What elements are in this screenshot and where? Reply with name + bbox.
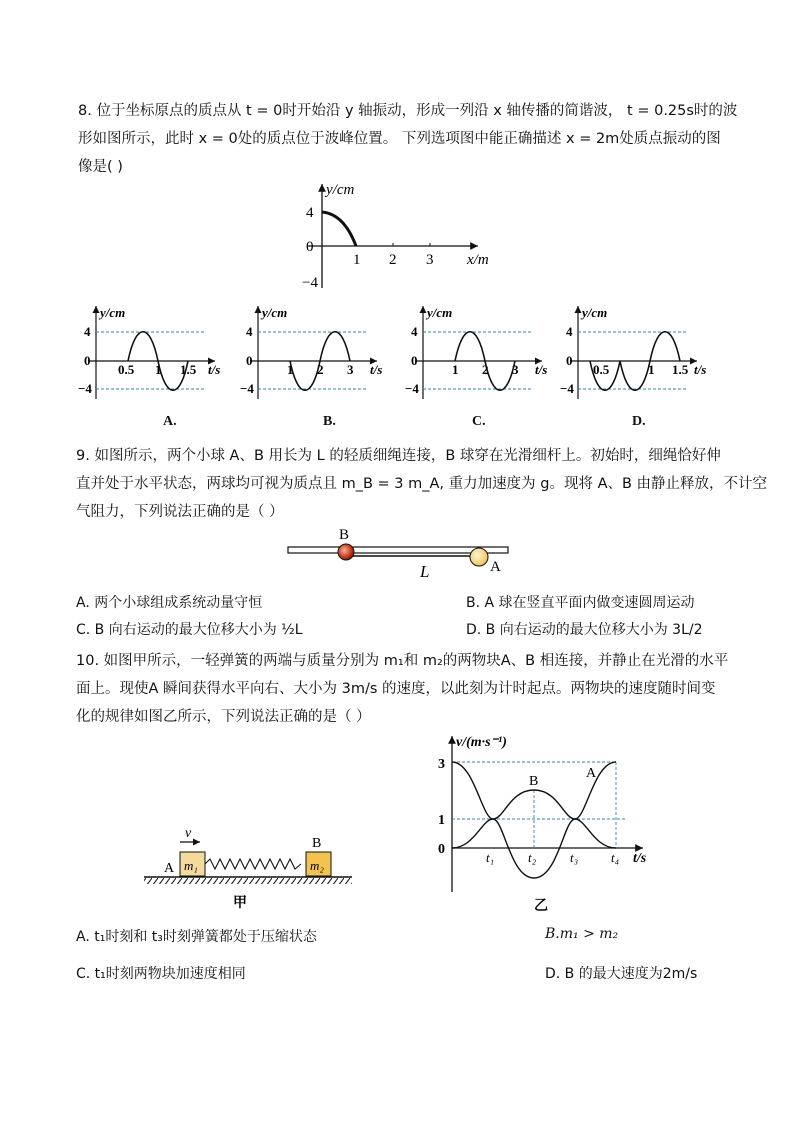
q10-velocity-label: v [185, 826, 192, 841]
q10-label-m2: m₂ [310, 858, 324, 873]
q8-line-2: 形如图所示，此时 x = 0处的质点位于波峰位置。 下列选项图中能正确描述 x = 2m处质点振动的图 [78, 131, 721, 147]
svg-text:3: 3 [438, 757, 445, 772]
q9-line-2: 直并处于水平状态，两球均可视为质点且 m_B = 3 m_A, 重力加速度为 g。现将 A、B 由静止释放，不计空 [76, 476, 768, 492]
q8-option-c-label[interactable]: C. [472, 414, 486, 429]
q9-line-1: 9. 如图所示，两个小球 A、B 用长为 L 的轻质细绳连接，B 球穿在光滑细杆上。初始时，细绳恰好伸 [76, 448, 721, 464]
q10-line-1: 10. 如图甲所示，一轻弹簧的两端与质量分别为 m₁和 m₂的两物块A、B 相连接，并静止在光滑的水平 [76, 653, 729, 669]
svg-text:2: 2 [482, 362, 489, 377]
svg-text:0: 0 [566, 353, 573, 368]
svg-text:0: 0 [411, 353, 418, 368]
q10-label-a: A [164, 861, 175, 876]
q9-label-l: L [420, 562, 430, 580]
q8-main-ytick: 4 [306, 205, 314, 221]
svg-text:t₁: t₁ [486, 850, 495, 865]
q8-option-a-label[interactable]: A. [163, 414, 177, 429]
q10-option-c[interactable]: C. t₁时刻两物块加速度相同 [76, 966, 246, 982]
q10-graph-xlabel: t/s [633, 851, 647, 866]
q8-option-b-label[interactable]: B. [323, 414, 336, 429]
q8-option-a-graph [78, 302, 228, 402]
svg-text:0.5: 0.5 [118, 362, 135, 377]
svg-text:3: 3 [347, 362, 354, 377]
svg-text:−4: −4 [78, 381, 92, 396]
q8-option-b-graph [240, 302, 390, 402]
q10-curve-b-label: B [529, 774, 539, 789]
q10-line-2: 面上。现使A 瞬间获得水平向右、大小为 3m/s 的速度，以此刻为计时起点。两物块的速度随时间变 [76, 681, 716, 697]
q9-option-c[interactable]: C. B 向右运动的最大位移大小为 ½L [76, 622, 303, 638]
q9-line-3: 气阻力，下列说法正确的是（ ） [76, 504, 284, 520]
q8-main-xtick: 2 [389, 252, 397, 268]
svg-text:t/s: t/s [370, 362, 383, 377]
svg-text:t₂: t₂ [528, 850, 537, 865]
svg-text:t₄: t₄ [611, 850, 620, 865]
q8-option-c-graph [405, 302, 555, 402]
q10-option-b[interactable]: B.m₁ > m₂ [545, 926, 619, 942]
q8-line-1: 8. 位于坐标原点的质点从 t = 0时开始沿 y 轴振动，形成一列沿 x 轴传播的简谐波， t = 0.25s时的波 [78, 103, 738, 119]
svg-text:4: 4 [411, 324, 418, 339]
svg-text:1.5: 1.5 [180, 362, 197, 377]
svg-text:0: 0 [246, 353, 253, 368]
q8-option-d-label[interactable]: D. [632, 414, 646, 429]
q8-main-ylabel: y/cm [326, 182, 355, 198]
q10-curve-a-label: A [586, 766, 597, 781]
q8-wave-graph [300, 178, 510, 298]
svg-text:0: 0 [438, 842, 445, 857]
svg-text:2: 2 [317, 362, 324, 377]
q10-option-d[interactable]: D. B 的最大速度为2m/s [545, 966, 698, 982]
q9-label-a: A [490, 559, 501, 575]
q8-main-xlabel: x/m [467, 252, 489, 268]
svg-text:4: 4 [84, 324, 91, 339]
q8-main-ytick: −4 [302, 275, 318, 291]
svg-text:y/cm: y/cm [582, 305, 608, 320]
svg-text:1.5: 1.5 [672, 362, 689, 377]
svg-text:1: 1 [287, 362, 294, 377]
q8-line-3: 像是( ) [78, 159, 123, 175]
q10-caption-jia: 甲 [233, 896, 247, 911]
q9-rod-figure [286, 522, 511, 580]
svg-text:−4: −4 [405, 381, 419, 396]
svg-text:1: 1 [648, 362, 655, 377]
svg-text:y/cm: y/cm [262, 305, 288, 320]
svg-text:t₃: t₃ [570, 850, 579, 865]
q8-main-ytick: 0 [306, 239, 314, 255]
svg-text:1: 1 [452, 362, 459, 377]
q8-main-xtick: 1 [353, 252, 361, 268]
svg-text:4: 4 [246, 324, 253, 339]
q9-option-a[interactable]: A. 两个小球组成系统动量守恒 [76, 595, 263, 611]
q9-option-d[interactable]: D. B 向右运动的最大位移大小为 3L/2 [466, 622, 703, 638]
svg-text:1: 1 [438, 813, 445, 828]
q10-spring-figure [140, 822, 360, 917]
q8-option-d-graph [560, 302, 710, 402]
q8-main-xtick: 3 [426, 252, 434, 268]
q10-graph-ylabel: v/(m·s⁻¹) [456, 735, 507, 750]
q9-label-b: B [339, 527, 350, 543]
svg-text:y/cm: y/cm [427, 305, 453, 320]
svg-text:y/cm: y/cm [100, 305, 126, 320]
svg-text:−4: −4 [240, 381, 254, 396]
q10-caption-yi: 乙 [534, 899, 548, 914]
svg-text:1: 1 [155, 362, 162, 377]
q10-line-3: 化的规律如图乙所示，下列说法正确的是（ ） [76, 709, 371, 725]
q10-label-b: B [312, 836, 322, 851]
q10-label-m1: m₁ [184, 858, 198, 873]
q10-velocity-graph [420, 730, 660, 920]
q10-option-a[interactable]: A. t₁时刻和 t₃时刻弹簧都处于压缩状态 [76, 929, 317, 945]
svg-text:3: 3 [512, 362, 519, 377]
svg-text:4: 4 [566, 324, 573, 339]
svg-text:0.5: 0.5 [593, 362, 610, 377]
svg-text:t/s: t/s [535, 362, 548, 377]
svg-text:t/s: t/s [208, 362, 221, 377]
svg-text:−4: −4 [560, 381, 574, 396]
svg-text:0: 0 [84, 353, 91, 368]
svg-text:t/s: t/s [694, 362, 707, 377]
q9-option-b[interactable]: B. A 球在竖直平面内做变速圆周运动 [466, 595, 695, 611]
